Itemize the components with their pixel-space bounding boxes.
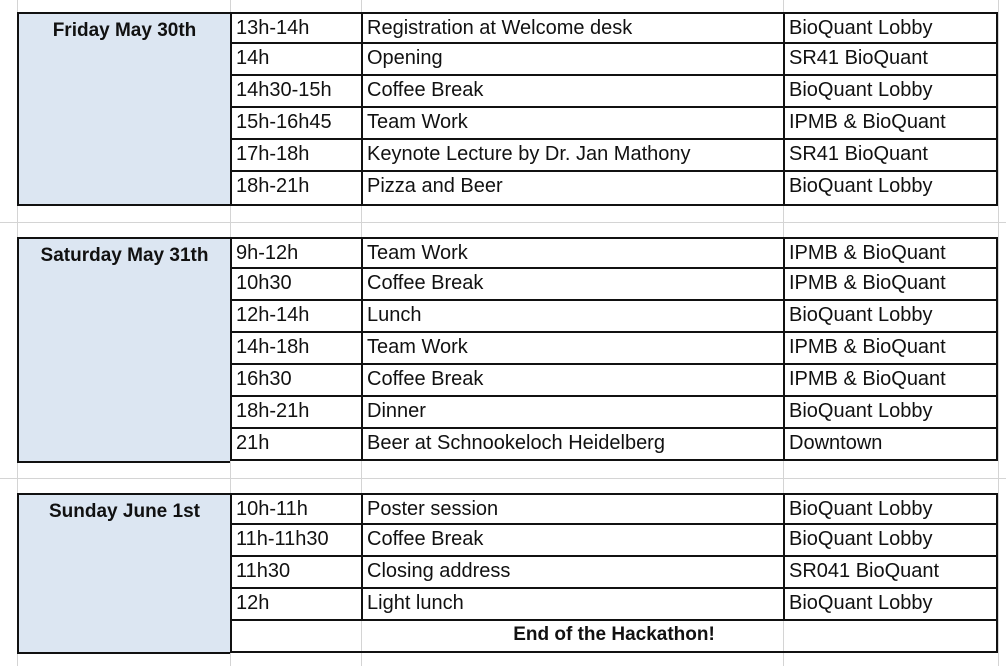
location-cell[interactable]: IPMB & BioQuant [789,336,946,358]
event-cell[interactable]: Team Work [363,108,785,138]
time-cell[interactable]: 18h-21h [232,397,363,427]
time-cell[interactable]: 17h-18h [232,140,363,170]
grid-line [998,0,999,666]
event-cell[interactable]: Coffee Break [363,76,785,106]
table-row [232,301,996,333]
location-cell[interactable]: BioQuant Lobby [789,528,933,550]
day-block-sunday [17,493,998,654]
time-cell[interactable]: 21h [232,429,363,459]
time-cell[interactable]: 14h-18h [232,333,363,363]
location-cell[interactable]: BioQuant Lobby [789,79,933,101]
schedule-rows [230,12,998,206]
table-row [232,269,996,301]
event-cell[interactable]: Coffee Break [363,269,785,299]
event-cell[interactable]: Keynote Lecture by Dr. Jan Mathony [363,140,785,170]
grid-line [0,478,1006,479]
location-cell[interactable]: IPMB & BioQuant [789,242,946,264]
schedule-rows [230,493,998,653]
table-row [232,140,996,172]
event-cell[interactable]: Closing address [363,557,785,587]
table-row [232,44,996,76]
location-cell[interactable]: BioQuant Lobby [789,400,933,422]
time-cell[interactable]: 10h-11h [232,495,363,523]
time-cell[interactable]: 10h30 [232,269,363,299]
day-label: Friday May 30th [17,12,230,206]
table-row [232,108,996,140]
end-of-hackathon-cell[interactable]: End of the Hackathon! [232,621,996,653]
day-block-saturday [17,237,998,463]
schedule-rows [230,237,998,461]
event-cell[interactable]: Team Work [363,239,785,267]
table-row [232,589,996,621]
table-row [232,557,996,589]
event-cell[interactable]: Dinner [363,397,785,427]
time-cell[interactable]: 13h-14h [232,14,363,42]
event-cell[interactable]: Lunch [363,301,785,331]
table-row [232,239,996,269]
event-cell[interactable]: Beer at Schnookeloch Heidelberg [363,429,785,459]
location-cell[interactable]: IPMB & BioQuant [789,111,946,133]
table-row [232,365,996,397]
day-label: Sunday June 1st [17,493,230,654]
time-cell[interactable]: 11h30 [232,557,363,587]
table-row [232,397,996,429]
event-cell[interactable]: Opening [363,44,785,74]
location-cell[interactable]: SR041 BioQuant [789,560,940,582]
time-cell[interactable]: 12h [232,589,363,619]
table-row [232,172,996,206]
event-cell[interactable]: Team Work [363,333,785,363]
table-row [232,76,996,108]
location-cell[interactable]: BioQuant Lobby [789,175,933,197]
time-cell[interactable]: 14h30-15h [232,76,363,106]
event-cell[interactable]: Light lunch [363,589,785,619]
grid-line [0,222,1006,223]
day-block-friday [17,12,998,206]
event-cell[interactable]: Poster session [363,495,785,523]
time-cell[interactable]: 16h30 [232,365,363,395]
time-cell[interactable]: 11h-11h30 [232,525,363,555]
time-cell[interactable]: 18h-21h [232,172,363,204]
location-cell[interactable]: Downtown [789,432,883,454]
location-cell[interactable]: BioQuant Lobby [789,498,933,520]
table-row [232,429,996,461]
time-cell[interactable]: 12h-14h [232,301,363,331]
location-cell[interactable]: BioQuant Lobby [789,592,933,614]
event-cell[interactable]: Registration at Welcome desk [363,14,785,42]
table-row [232,14,996,44]
table-row [232,495,996,525]
location-cell[interactable]: BioQuant Lobby [789,17,933,39]
time-cell[interactable]: 14h [232,44,363,74]
table-row [232,525,996,557]
event-cell[interactable]: Coffee Break [363,525,785,555]
time-cell[interactable]: 9h-12h [232,239,363,267]
table-row [232,333,996,365]
location-cell[interactable]: BioQuant Lobby [789,304,933,326]
event-cell[interactable]: Coffee Break [363,365,785,395]
day-label: Saturday May 31th [17,237,230,463]
location-cell[interactable]: IPMB & BioQuant [789,368,946,390]
location-cell[interactable]: SR41 BioQuant [789,143,928,165]
location-cell[interactable]: SR41 BioQuant [789,47,928,69]
location-cell[interactable]: IPMB & BioQuant [789,272,946,294]
time-cell[interactable]: 15h-16h45 [232,108,363,138]
event-cell[interactable]: Pizza and Beer [363,172,785,204]
